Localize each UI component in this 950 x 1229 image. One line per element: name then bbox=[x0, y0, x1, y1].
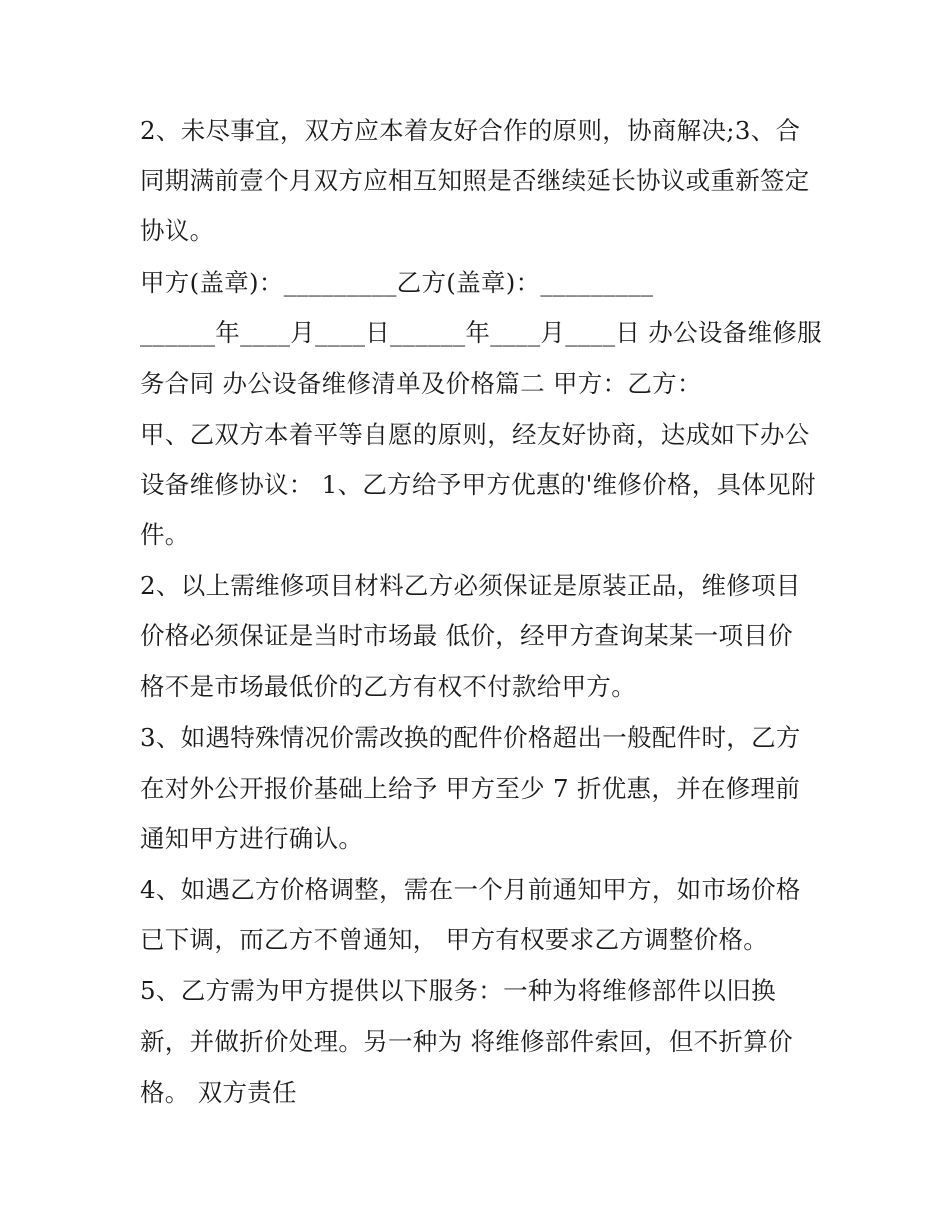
text-line: 2、未尽事宜，双方应本着友好合作的原则，协商解决;3、合 bbox=[140, 116, 801, 145]
date-line: ______年____月____日______年____月____日 办公设备维修服 bbox=[140, 318, 822, 347]
text-line: 在对外公开报价基础上给予 甲方至少 7 折优惠，并在修理前 bbox=[140, 774, 801, 803]
text-line: 3、如遇特殊情况价需改换的配件价格超出一般配件时，乙方 bbox=[140, 723, 801, 752]
text-line: 设备维修协议： 1、乙方给予甲方优惠的'维修价格，具体见附 bbox=[140, 470, 816, 499]
text-line: 务合同 办公设备维修清单及价格篇二 甲方：乙方： bbox=[140, 369, 702, 398]
text-line: 4、如遇乙方价格调整，需在一个月前通知甲方，如市场价格 bbox=[140, 875, 801, 904]
text-line: 件。 bbox=[140, 520, 190, 549]
text-line: 格不是市场最低价的乙方有权不付款给甲方。 bbox=[140, 672, 636, 701]
text-line: 通知甲方进行确认。 bbox=[140, 824, 364, 853]
text-line: 协议。 bbox=[140, 216, 215, 245]
text-line: 格。 双方责任 bbox=[140, 1078, 297, 1107]
text-line: 已下调，而乙方不曾通知， 甲方有权要求乙方调整价格。 bbox=[140, 925, 769, 954]
text-line: 5、乙方需为甲方提供以下服务：一种为将维修部件以旧换 bbox=[140, 976, 776, 1005]
text-line: 2、以上需维修项目材料乙方必须保证是原装正品，维修项目 bbox=[140, 571, 801, 600]
text-line: 同期满前壹个月双方应相互知照是否继续延长协议或重新签定 bbox=[140, 166, 810, 195]
text-line: 价格必须保证是当时市场最 低价，经甲方查询某某一项目价 bbox=[140, 621, 793, 650]
text-line: 新，并做折价处理。另一种为 将维修部件索回，但不折算价 bbox=[140, 1027, 793, 1056]
text-line: 甲、乙双方本着平等自愿的原则，经友好协商，达成如下办公 bbox=[140, 420, 810, 449]
signature-line: 甲方(盖章)：_________乙方(盖章)：_________ bbox=[140, 268, 654, 297]
